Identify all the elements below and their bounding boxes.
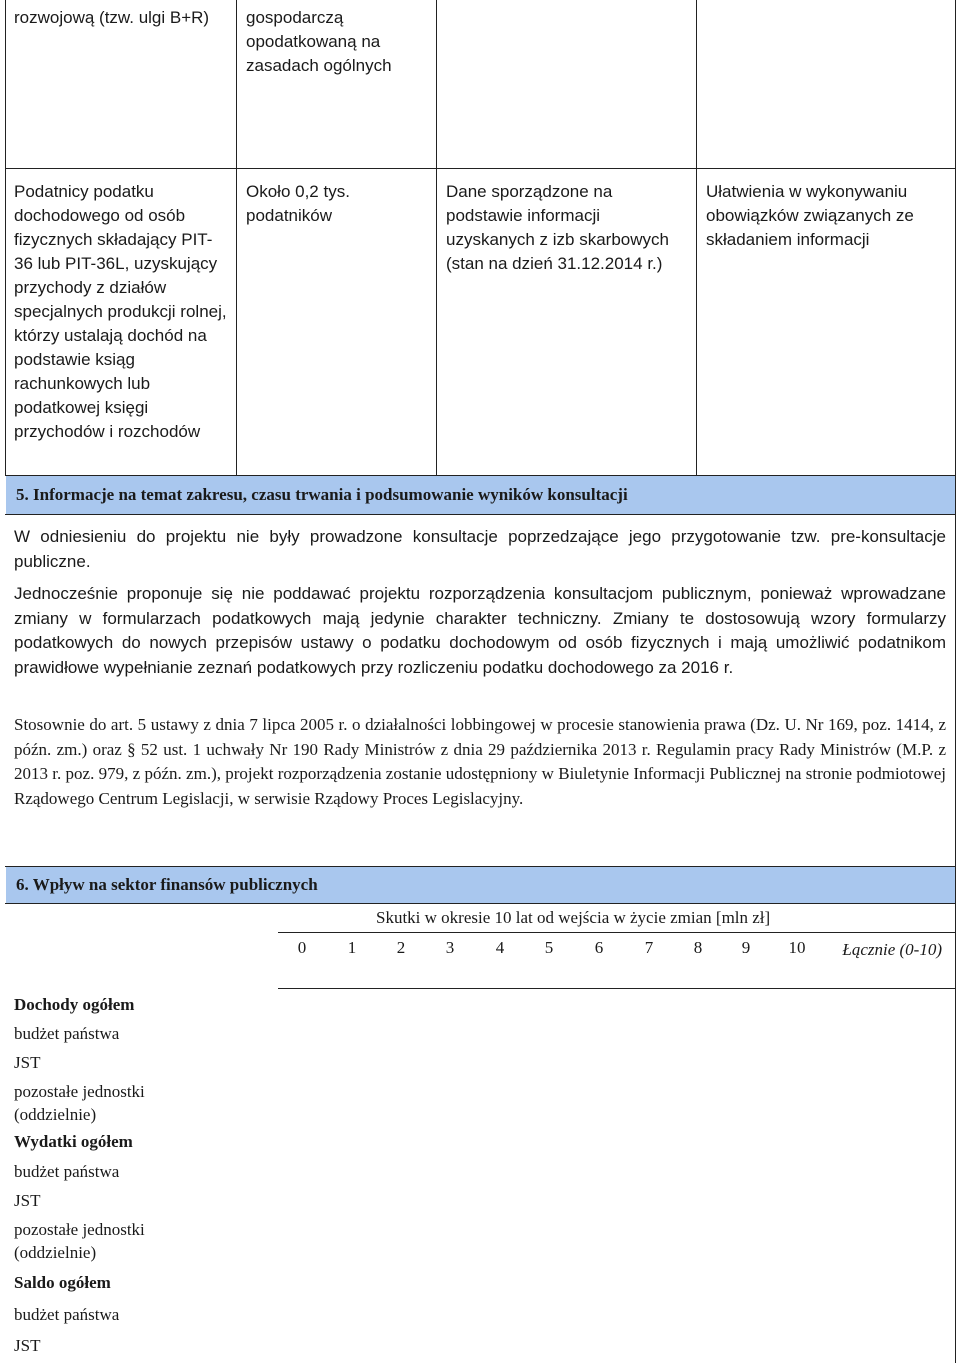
year-10: 10 bbox=[788, 938, 806, 957]
year-4: 4 bbox=[495, 938, 505, 957]
total-header: Łącznie (0-10) bbox=[842, 940, 942, 959]
effects-header-underline bbox=[278, 932, 955, 933]
section5-heading: 5. Informacje na temat zakresu, czasu trwania i podsumowanie wyników konsultacji bbox=[6, 476, 955, 514]
year-9: 9 bbox=[741, 938, 751, 957]
effects-header: Skutki w okresie 10 lat od wejścia w życie zmian [mln zł] bbox=[376, 908, 771, 927]
row-label-pozostale-2: pozostałe jednostki (oddzielnie) bbox=[14, 1220, 145, 1262]
row-label-jst-2: JST bbox=[14, 1191, 41, 1210]
row-label-wydatki: Wydatki ogółem bbox=[14, 1132, 133, 1151]
row-label-dochody: Dochody ogółem bbox=[14, 995, 135, 1014]
year-row-bottom bbox=[278, 988, 955, 989]
row2-col1-text: Podatnicy podatku dochodowego od osób fizycznych składający PIT-36 lub PIT-36L, uzyskujący przychody z działów specjalnych produkcji rolnej, którzy ustalają dochód na podstawie ksiąg rachunkowych lub podatkowej księgi przychodów i rozchodów bbox=[14, 182, 227, 441]
row-label-jst-1: JST bbox=[14, 1053, 41, 1072]
section5-paragraph-1: W odniesieniu do projektu nie były prowadzone konsultacje poprzedzające jego przygotowanie tzw. pre-konsultacje publiczne. bbox=[14, 527, 946, 571]
row-label-saldo: Saldo ogółem bbox=[14, 1273, 111, 1292]
row2-col2-text: Około 0,2 tys. podatników bbox=[246, 182, 350, 225]
row2-col4-text: Ułatwienia w wykonywaniu obowiązków związanych ze składaniem informacji bbox=[706, 182, 914, 249]
row2-col3-text: Dane sporządzone na podstawie informacji uzyskanych z izb skarbowych (stan na dzień 31.12.2014 r.) bbox=[446, 182, 669, 273]
row1-col1-text: rozwojową (tzw. ulgi B+R) bbox=[14, 8, 210, 27]
table-right-border bbox=[955, 0, 956, 1363]
row-label-budzet-3: budżet państwa bbox=[14, 1305, 120, 1324]
year-1: 1 bbox=[347, 938, 357, 957]
table-left-border bbox=[5, 0, 6, 475]
year-3: 3 bbox=[445, 938, 455, 957]
year-5: 5 bbox=[544, 938, 554, 957]
year-7: 7 bbox=[644, 938, 654, 957]
row-label-budzet-1: budżet państwa bbox=[14, 1024, 120, 1043]
year-6: 6 bbox=[594, 938, 604, 957]
row1-col2-text: gospodarczą opodatkowaną na zasadach ogólnych bbox=[246, 8, 392, 75]
year-2: 2 bbox=[396, 938, 406, 957]
table-col-divider-1 bbox=[236, 0, 237, 475]
row-label-jst-3: JST bbox=[14, 1336, 41, 1355]
row-label-budzet-2: budżet państwa bbox=[14, 1162, 120, 1181]
section5-paragraph-3: Stosownie do art. 5 ustawy z dnia 7 lipca 2005 r. o działalności lobbingowej w procesie stanowienia prawa (Dz. U. Nr 169, poz. 1414, z późn. zm.) oraz § 52 ust. 1 uchwały Nr 190 Rady Ministrów z dnia 29 października 2013 r. Regulamin pracy Rady Ministrów (M.P. z 2013 r. poz. 979, z późn. zm.), projekt rozporządzenia zostanie udostępniony w Biuletynie Informacji Publicznej na stronie podmiotowej Rządowego Centrum Legislacji, w serwisie Rządowy Proces Legislacyjny. bbox=[14, 715, 946, 808]
section6-heading-bottom bbox=[5, 903, 956, 904]
row-label-pozostale-1: pozostałe jednostki (oddzielnie) bbox=[14, 1082, 145, 1124]
year-8: 8 bbox=[693, 938, 703, 957]
section5-paragraph-2: Jednocześnie proponuje się nie poddawać projektu rozporządzenia konsultacjom publicznym, ponieważ wprowadzane zmiany w formularzach podatkowych mają jedynie charakter techniczny. Zmiany te dostosowują wzory formularzy podatkowych do nowych przepisów ustawy o podatku dochodowym od osób fizycznych i mają umożliwić podatnikom prawidłowe wypełnianie zeznań podatkowych przy rozliczeniu podatku dochodowego za 2016 r. bbox=[14, 584, 946, 677]
section5-heading-bottom bbox=[5, 514, 956, 515]
table-col-divider-3 bbox=[696, 0, 697, 475]
table-col-divider-2 bbox=[436, 0, 437, 475]
year-0: 0 bbox=[297, 938, 307, 957]
section6-heading: 6. Wpływ na sektor finansów publicznych bbox=[6, 867, 955, 903]
table-row-divider bbox=[5, 168, 956, 169]
